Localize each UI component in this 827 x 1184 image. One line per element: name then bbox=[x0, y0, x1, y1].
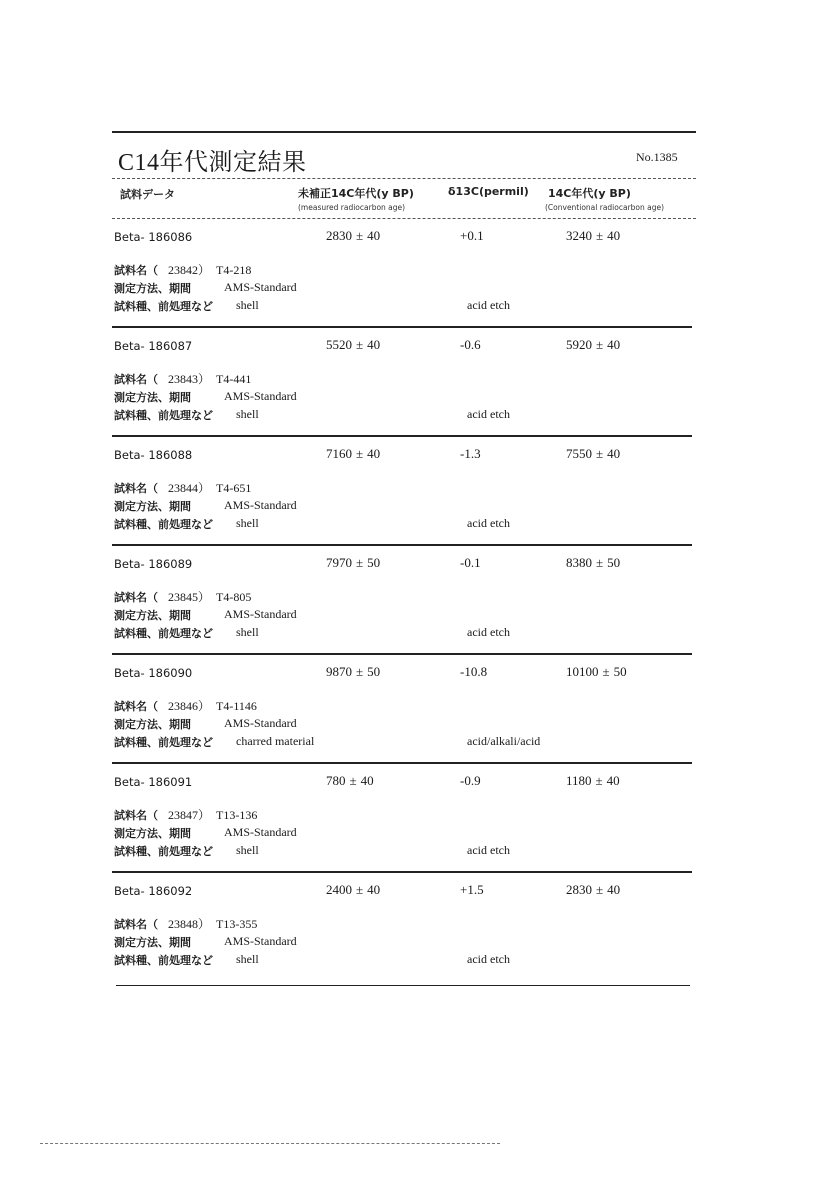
conventional-age-error: 40 bbox=[607, 337, 621, 352]
sample-name-label: 試料名（ bbox=[114, 482, 158, 495]
column-header-delta: δ13C(permil) bbox=[448, 185, 529, 198]
pretreatment-value: acid etch bbox=[467, 298, 510, 312]
page-title: C14年代測定結果 bbox=[118, 150, 307, 176]
method-label: 測定方法、期間 bbox=[114, 282, 191, 295]
conventional-age-error: 50 bbox=[607, 555, 621, 570]
measured-age-value: 7970 bbox=[326, 555, 352, 570]
sample-id: Beta- 186087 bbox=[114, 339, 193, 353]
column-subheader-measured: (measured radiocarbon age) bbox=[298, 203, 406, 212]
measured-age-error: 50 bbox=[367, 555, 381, 570]
measured-age-error: 40 bbox=[367, 337, 381, 352]
sample-type-label: 試料種、前処理など bbox=[114, 845, 213, 858]
sample-id: Beta- 186090 bbox=[114, 666, 193, 680]
sample-block bbox=[0, 766, 827, 875]
sample-divider bbox=[112, 435, 692, 437]
plus-minus-sign: ± bbox=[356, 664, 364, 679]
sample-name-row bbox=[114, 261, 251, 279]
pretreatment-value: acid etch bbox=[467, 843, 510, 857]
plus-minus-sign: ± bbox=[596, 337, 604, 352]
measured-age bbox=[326, 228, 380, 244]
sample-type-value: shell bbox=[236, 407, 259, 421]
method-label: 測定方法、期間 bbox=[114, 718, 191, 731]
plus-minus-sign: ± bbox=[356, 228, 364, 243]
sample-name-label: 試料名（ bbox=[114, 591, 158, 604]
sample-divider bbox=[112, 871, 692, 873]
method-value: AMS-Standard bbox=[224, 716, 297, 730]
sample-name-code: T4-1146 bbox=[216, 699, 257, 713]
sample-name-number: 23845） bbox=[168, 590, 211, 604]
sample-name-code: T13-136 bbox=[216, 808, 258, 822]
sample-name-row bbox=[114, 915, 257, 933]
conventional-age-error: 40 bbox=[607, 446, 621, 461]
column-header-sample: 試料データ bbox=[120, 188, 175, 201]
sample-name-number: 23846） bbox=[168, 699, 211, 713]
measured-age-value: 9870 bbox=[326, 664, 352, 679]
sample-name-label: 試料名（ bbox=[114, 809, 158, 822]
delta-13c-value: -1.3 bbox=[460, 446, 481, 461]
measured-age-error: 40 bbox=[367, 446, 381, 461]
sample-type-value: shell bbox=[236, 516, 259, 530]
plus-minus-sign: ± bbox=[595, 773, 603, 788]
delta-13c-value: +1.5 bbox=[460, 882, 484, 897]
method-label: 測定方法、期間 bbox=[114, 609, 191, 622]
conventional-age bbox=[566, 882, 620, 898]
sample-name-number: 23844） bbox=[168, 481, 211, 495]
sample-name-row bbox=[114, 806, 257, 824]
top-rule bbox=[112, 131, 696, 133]
method-value: AMS-Standard bbox=[224, 934, 297, 948]
measured-age-value: 2400 bbox=[326, 882, 352, 897]
measured-age-error: 40 bbox=[367, 882, 381, 897]
measured-age-value: 2830 bbox=[326, 228, 352, 243]
column-subheader-conventional: (Conventional radiocarbon age) bbox=[545, 203, 665, 212]
conventional-age-error: 50 bbox=[613, 664, 627, 679]
sample-block bbox=[0, 875, 827, 984]
delta-13c-value: -0.9 bbox=[460, 773, 481, 788]
plus-minus-sign: ± bbox=[602, 664, 610, 679]
measured-age-error: 50 bbox=[367, 664, 381, 679]
column-header-conventional: 14C年代(y BP) bbox=[548, 187, 631, 200]
delta-13c-value: -0.6 bbox=[460, 337, 481, 352]
conventional-age-value: 2830 bbox=[566, 882, 592, 897]
conventional-age-error: 40 bbox=[607, 228, 621, 243]
plus-minus-sign: ± bbox=[356, 337, 364, 352]
plus-minus-sign: ± bbox=[356, 555, 364, 570]
plus-minus-sign: ± bbox=[349, 773, 357, 788]
sample-name-number: 23847） bbox=[168, 808, 211, 822]
delta-13c-value: -10.8 bbox=[460, 664, 488, 679]
measured-age-value: 7160 bbox=[326, 446, 352, 461]
conventional-age-value: 3240 bbox=[566, 228, 592, 243]
measured-age-value: 780 bbox=[326, 773, 346, 788]
sample-type-label: 試料種、前処理など bbox=[114, 736, 213, 749]
plus-minus-sign: ± bbox=[356, 446, 364, 461]
sample-name-label: 試料名（ bbox=[114, 918, 158, 931]
scan-artifact-line bbox=[40, 1143, 500, 1144]
sample-name-row bbox=[114, 479, 251, 497]
sample-type-label: 試料種、前処理など bbox=[114, 518, 213, 531]
header-divider bbox=[112, 218, 696, 219]
sample-id: Beta- 186091 bbox=[114, 775, 193, 789]
measured-age-value: 5520 bbox=[326, 337, 352, 352]
bottom-rule bbox=[116, 985, 690, 986]
sample-block bbox=[0, 439, 827, 548]
method-label: 測定方法、期間 bbox=[114, 827, 191, 840]
sample-name-row bbox=[114, 588, 251, 606]
conventional-age-error: 40 bbox=[607, 882, 621, 897]
plus-minus-sign: ± bbox=[596, 555, 604, 570]
sample-id: Beta- 186092 bbox=[114, 884, 193, 898]
conventional-age-value: 7550 bbox=[566, 446, 592, 461]
sample-type-value: shell bbox=[236, 298, 259, 312]
measured-age bbox=[326, 882, 380, 898]
sample-block bbox=[0, 221, 827, 330]
conventional-age-value: 5920 bbox=[566, 337, 592, 352]
method-value: AMS-Standard bbox=[224, 389, 297, 403]
conventional-age-value: 1180 bbox=[566, 773, 592, 788]
pretreatment-value: acid/alkali/acid bbox=[467, 734, 541, 748]
sample-name-code: T4-651 bbox=[216, 481, 252, 495]
conventional-age bbox=[566, 228, 620, 244]
measured-age bbox=[326, 555, 380, 571]
sample-type-value: shell bbox=[236, 843, 259, 857]
document-number: No.1385 bbox=[636, 150, 678, 164]
sample-divider bbox=[112, 544, 692, 546]
sample-name-label: 試料名（ bbox=[114, 700, 158, 713]
plus-minus-sign: ± bbox=[596, 882, 604, 897]
method-label: 測定方法、期間 bbox=[114, 936, 191, 949]
pretreatment-value: acid etch bbox=[467, 516, 510, 530]
sample-type-label: 試料種、前処理など bbox=[114, 954, 213, 967]
measured-age bbox=[326, 337, 380, 353]
sample-name-row bbox=[114, 697, 257, 715]
sample-name-number: 23843） bbox=[168, 372, 211, 386]
plus-minus-sign: ± bbox=[356, 882, 364, 897]
sample-name-code: T13-355 bbox=[216, 917, 258, 931]
delta-13c-value: +0.1 bbox=[460, 228, 484, 243]
sample-divider bbox=[112, 762, 692, 764]
method-label: 測定方法、期間 bbox=[114, 500, 191, 513]
sample-name-label: 試料名（ bbox=[114, 264, 158, 277]
method-label: 測定方法、期間 bbox=[114, 391, 191, 404]
method-value: AMS-Standard bbox=[224, 498, 297, 512]
sample-name-label: 試料名（ bbox=[114, 373, 158, 386]
sample-type-value: shell bbox=[236, 952, 259, 966]
sample-type-label: 試料種、前処理など bbox=[114, 627, 213, 640]
method-value: AMS-Standard bbox=[224, 280, 297, 294]
measured-age-error: 40 bbox=[367, 228, 381, 243]
sample-divider bbox=[112, 326, 692, 328]
method-value: AMS-Standard bbox=[224, 607, 297, 621]
sample-id: Beta- 186089 bbox=[114, 557, 193, 571]
plus-minus-sign: ± bbox=[596, 228, 604, 243]
sample-id: Beta- 186088 bbox=[114, 448, 193, 462]
sample-id: Beta- 186086 bbox=[114, 230, 193, 244]
sample-name-number: 23848） bbox=[168, 917, 211, 931]
method-value: AMS-Standard bbox=[224, 825, 297, 839]
sample-block bbox=[0, 657, 827, 766]
title-divider bbox=[112, 178, 696, 179]
sample-type-label: 試料種、前処理など bbox=[114, 409, 213, 422]
pretreatment-value: acid etch bbox=[467, 952, 510, 966]
sample-name-number: 23842） bbox=[168, 263, 211, 277]
sample-name-row bbox=[114, 370, 251, 388]
conventional-age bbox=[566, 446, 620, 462]
sample-divider bbox=[112, 653, 692, 655]
measured-age bbox=[326, 773, 374, 789]
sample-name-code: T4-441 bbox=[216, 372, 252, 386]
conventional-age-value: 10100 bbox=[566, 664, 599, 679]
conventional-age bbox=[566, 773, 620, 789]
sample-type-label: 試料種、前処理など bbox=[114, 300, 213, 313]
sample-block bbox=[0, 330, 827, 439]
conventional-age bbox=[566, 337, 620, 353]
sample-type-value: charred material bbox=[236, 734, 315, 748]
column-header-measured: 未補正14C年代(y BP) bbox=[298, 187, 414, 200]
plus-minus-sign: ± bbox=[596, 446, 604, 461]
conventional-age bbox=[566, 555, 620, 571]
sample-name-code: T4-805 bbox=[216, 590, 252, 604]
conventional-age-value: 8380 bbox=[566, 555, 592, 570]
sample-block bbox=[0, 548, 827, 657]
measured-age bbox=[326, 664, 380, 680]
sample-type-value: shell bbox=[236, 625, 259, 639]
conventional-age-error: 40 bbox=[606, 773, 620, 788]
delta-13c-value: -0.1 bbox=[460, 555, 481, 570]
conventional-age bbox=[566, 664, 627, 680]
sample-name-code: T4-218 bbox=[216, 263, 252, 277]
pretreatment-value: acid etch bbox=[467, 407, 510, 421]
pretreatment-value: acid etch bbox=[467, 625, 510, 639]
measured-age bbox=[326, 446, 380, 462]
measured-age-error: 40 bbox=[360, 773, 374, 788]
